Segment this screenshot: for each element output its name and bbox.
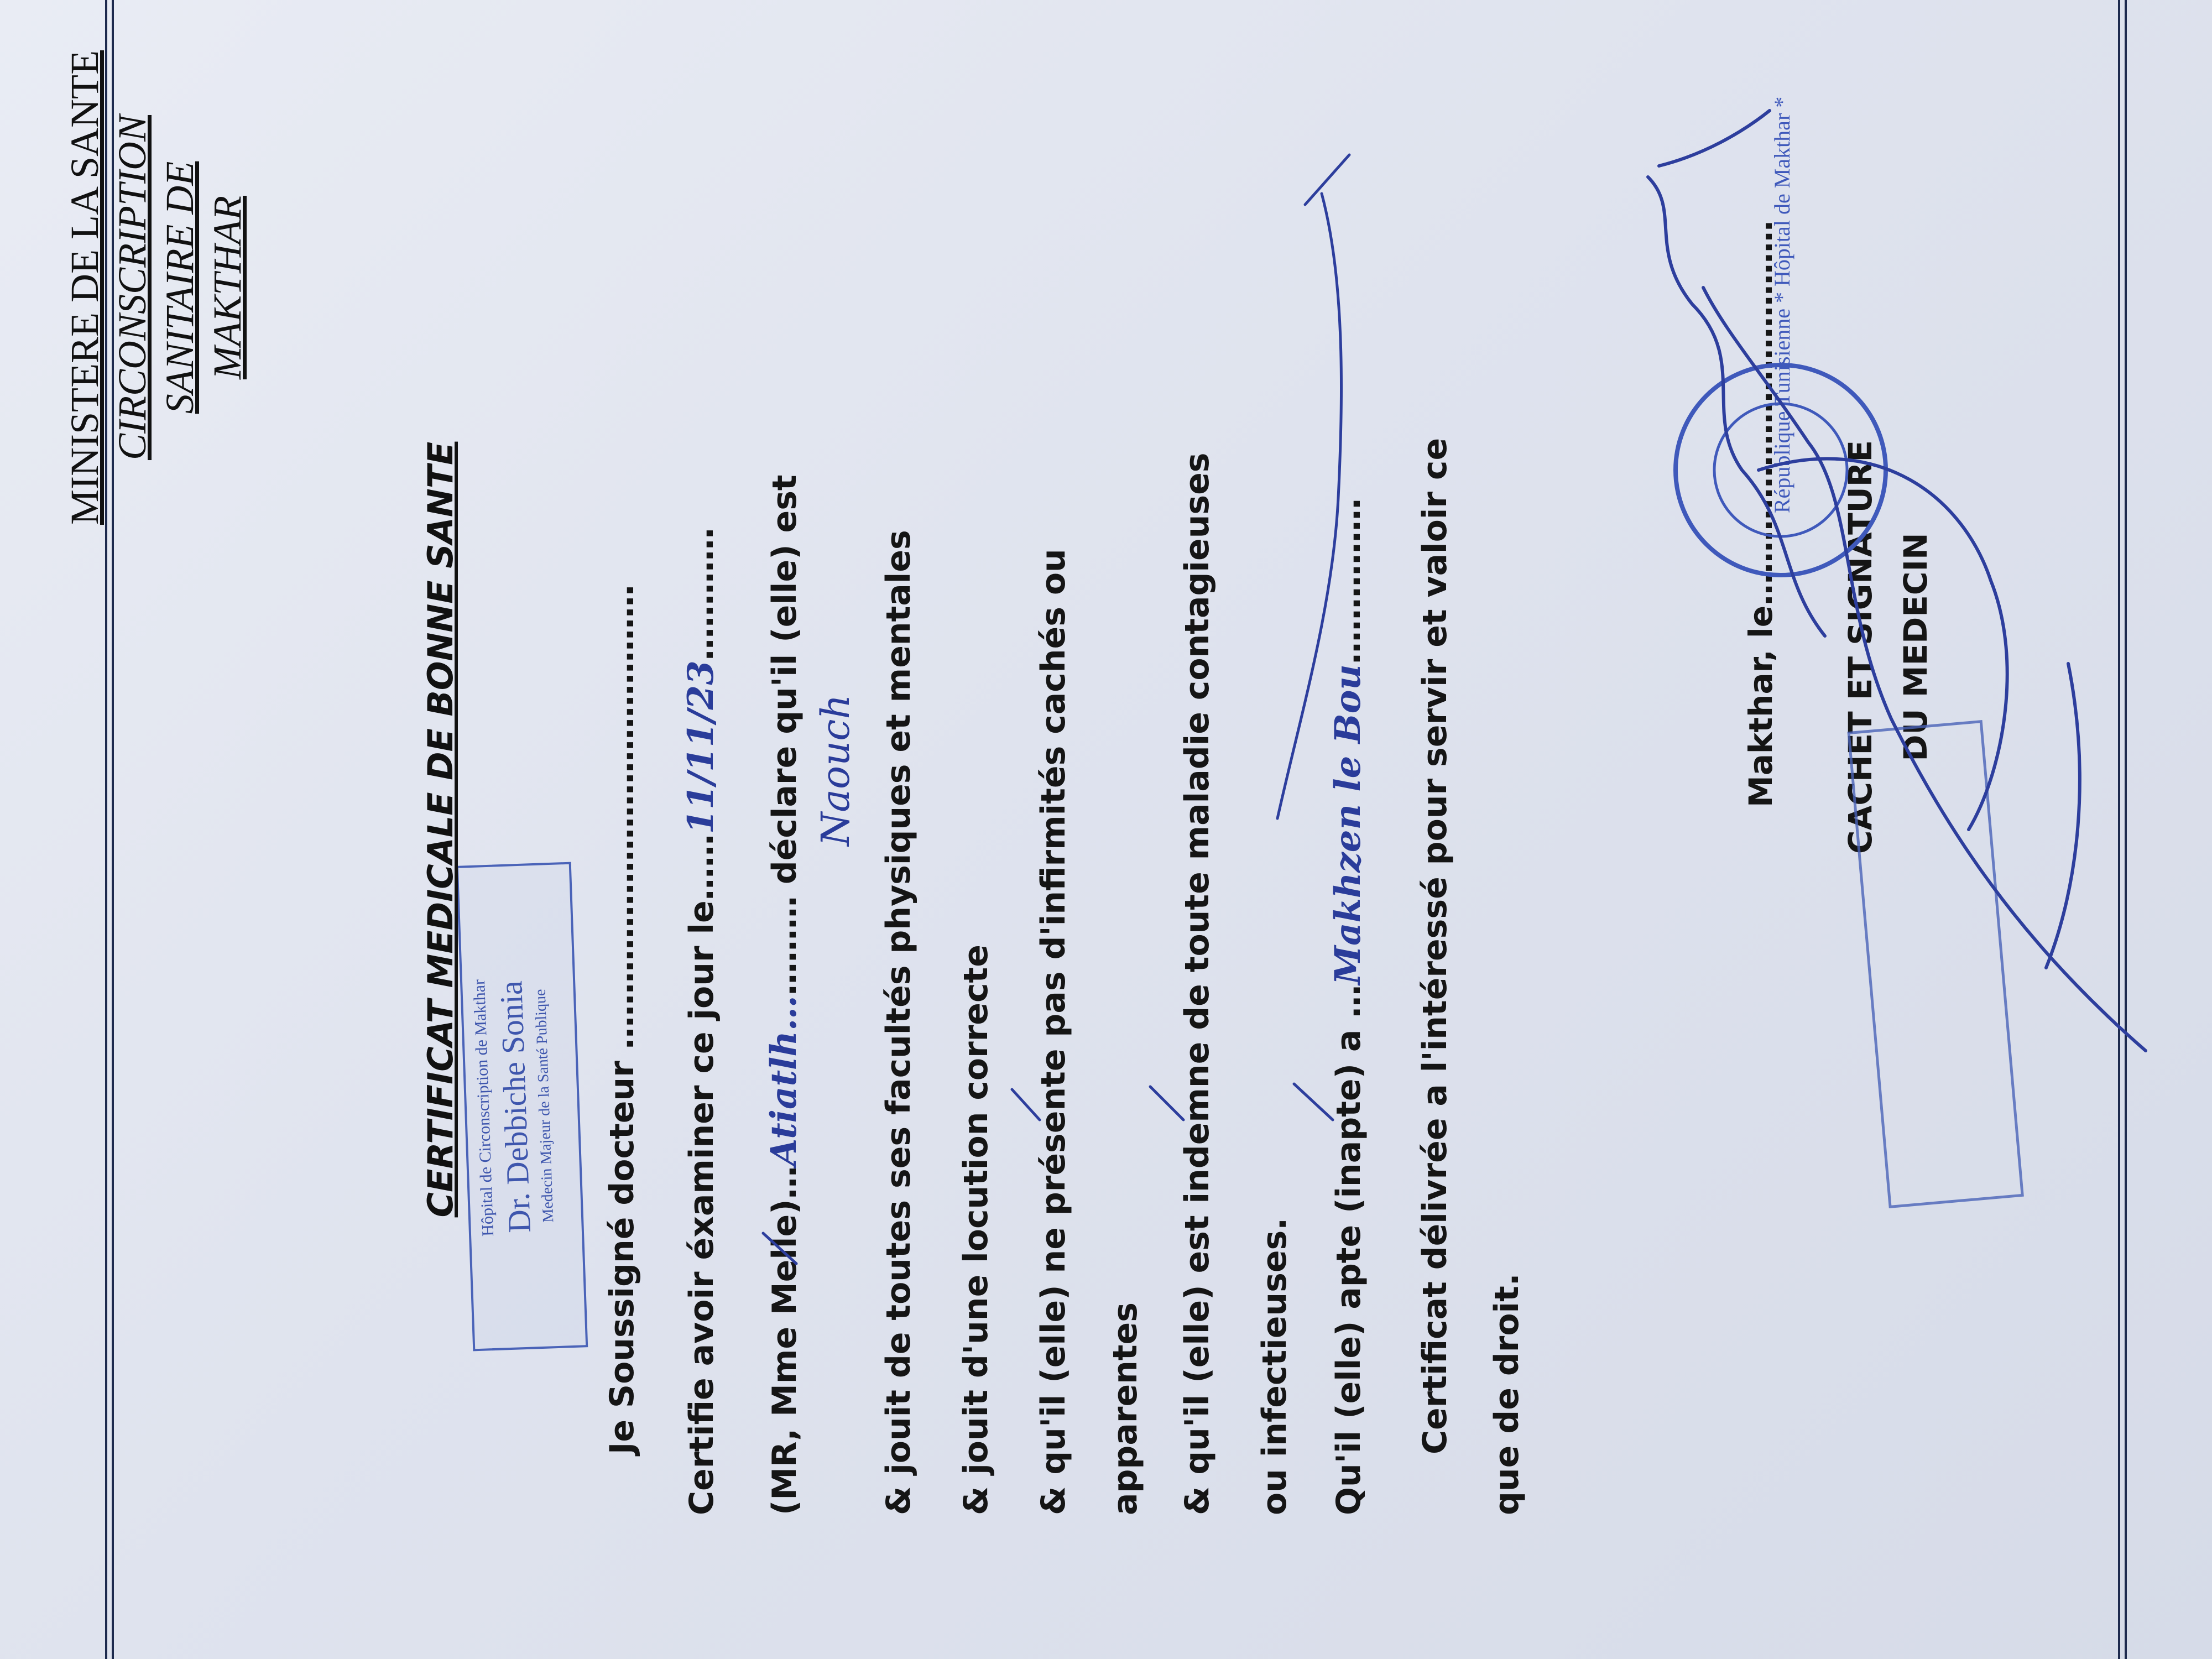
- place-date-line: Makthar, le………………………………: [1742, 220, 1780, 807]
- stamp-hospital: Hôpital de Circonscription de Makthar: [469, 979, 498, 1237]
- body-line-10-text: Qu'il (elle) apte (inapte) a …: [1329, 984, 1368, 1515]
- stamp-doctor-name: Dr. Debbiche Sonia: [493, 980, 538, 1234]
- body-line-7: apparentes: [1106, 1302, 1145, 1515]
- body-line-3-tail: ……… déclare qu'il (elle) est: [765, 474, 804, 996]
- cachet-label-line2: DU MEDECIN: [1897, 533, 1934, 761]
- second-rect-stamp: [1849, 722, 2022, 1207]
- handwriting-strikes: [763, 155, 1349, 1264]
- doctor-signature: [1648, 111, 2146, 1051]
- body-line-2-dots: …………: [682, 528, 721, 661]
- body-line-10-dots: ……………: [1329, 498, 1368, 665]
- body-line-6: & qu'il (elle) ne présente pas d'infirmités cachés ou: [1034, 549, 1073, 1515]
- body-line-5: & jouit d'une locution correcte: [957, 945, 995, 1515]
- handwritten-date: 11/11/23: [680, 660, 722, 834]
- certificate-title: CERTIFICAT MEDICALE DE BONNE SANTE: [420, 441, 461, 1218]
- body-line-2-text: Certifie avoir éxaminer ce jour le……: [682, 834, 721, 1515]
- body-line-11: Certificat délivrée a l'intéressé pour servir et valoir ce: [1416, 437, 1454, 1454]
- cachet-label-line1: CACHET ET SIGNATURE: [1841, 440, 1879, 854]
- body-line-3-text: (MR, Mme Melle)…: [765, 1166, 804, 1515]
- body-line-12: que de droit.: [1488, 1273, 1526, 1515]
- body-line-9: ou infectieuses.: [1255, 1217, 1294, 1515]
- handwritten-purpose: Makhzen le Bou: [1327, 664, 1369, 985]
- stamp-ring-text: République Tunisienne * Hôpital de Makthar *: [1770, 96, 1794, 513]
- handwritten-name: Atiatlh…: [763, 995, 805, 1166]
- circonscription-line2: MAKTHAR: [205, 196, 249, 379]
- handwritten-name-2: Naouch: [813, 694, 858, 846]
- body-line-1: Je Soussigné docteur ……………………………………: [603, 585, 641, 1454]
- round-official-stamp: [1676, 97, 1886, 575]
- circonscription-line1: CIRCONSCRIPTION SANITAIRE DE: [110, 114, 202, 461]
- ministry-name: MINISTERE DE LA SANTE: [62, 50, 107, 525]
- stamp-title: Medecin Majeur de la Santé Publique: [531, 989, 557, 1223]
- body-line-4: & jouit de toutes ses facultés physiques et mentales: [879, 530, 918, 1515]
- body-line-8: & qu'il (elle) est indemne de toute maladie contagieuses: [1178, 452, 1217, 1515]
